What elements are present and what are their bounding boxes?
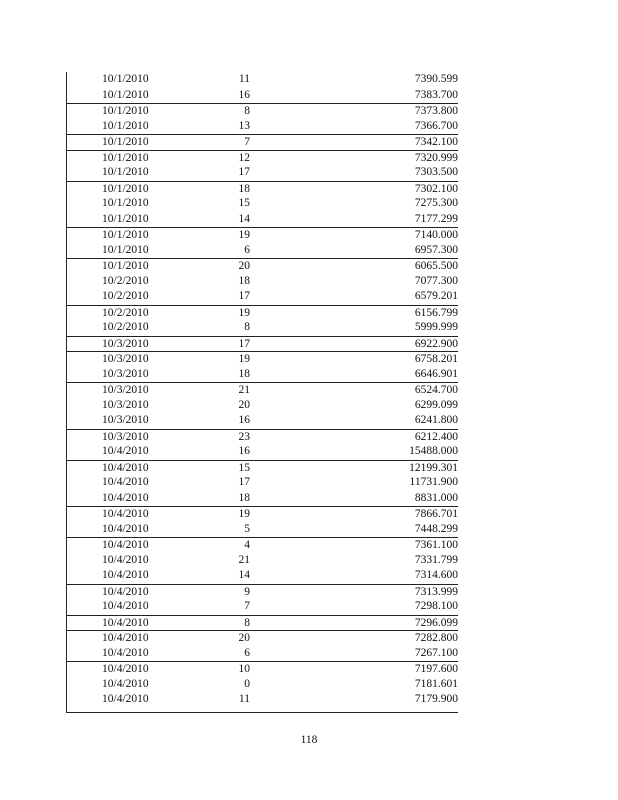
value-cell: 6922.900 [414, 337, 458, 350]
value-cell: 6957.300 [414, 243, 458, 256]
value-cell: 15488.000 [409, 445, 458, 457]
value-cell: 7373.800 [414, 105, 458, 117]
table-row [66, 103, 458, 119]
table-row [66, 398, 458, 414]
count-cell: 18 [238, 274, 250, 287]
count-cell: 0 [244, 677, 250, 690]
table-row [66, 382, 458, 398]
table-row [66, 134, 458, 150]
count-cell: 19 [238, 306, 250, 319]
date-cell: 10/1/2010 [102, 105, 149, 117]
value-cell: 7342.100 [414, 136, 458, 148]
value-cell: 7302.100 [414, 182, 458, 195]
value-cell: 7361.100 [414, 539, 458, 551]
date-cell: 10/4/2010 [102, 663, 149, 675]
value-cell: 7177.299 [414, 212, 458, 225]
table-row [66, 88, 458, 104]
value-cell: 7298.100 [414, 600, 458, 612]
count-cell: 8 [244, 321, 250, 333]
date-cell: 10/4/2010 [102, 522, 149, 535]
date-cell: 10/4/2010 [102, 476, 149, 488]
date-cell: 10/4/2010 [102, 616, 149, 629]
count-cell: 8 [244, 105, 250, 117]
value-cell: 7390.599 [414, 73, 458, 85]
value-cell: 6524.700 [414, 384, 458, 396]
date-cell: 10/1/2010 [102, 182, 149, 195]
count-cell: 20 [238, 260, 250, 272]
date-cell: 10/4/2010 [102, 461, 149, 474]
table-row [66, 522, 458, 538]
date-cell: 10/2/2010 [102, 306, 149, 319]
table-row [66, 615, 458, 631]
value-cell: 7282.800 [414, 632, 458, 644]
date-cell: 10/4/2010 [102, 632, 149, 644]
value-cell: 12199.301 [409, 461, 458, 474]
count-cell: 10 [238, 663, 250, 675]
table-row [66, 630, 458, 646]
table-row [66, 72, 458, 88]
date-cell: 10/4/2010 [102, 553, 149, 566]
table-row [66, 367, 458, 383]
count-cell: 7 [244, 136, 250, 148]
table-row [66, 646, 458, 662]
date-cell: 10/2/2010 [102, 321, 149, 333]
date-cell: 10/4/2010 [102, 585, 149, 598]
count-cell: 21 [238, 553, 250, 566]
count-cell: 6 [244, 243, 250, 256]
count-cell: 8 [244, 616, 250, 629]
count-cell: 14 [238, 569, 250, 581]
table-row [66, 165, 458, 181]
value-cell: 7179.900 [414, 693, 458, 705]
count-cell: 17 [238, 166, 250, 178]
date-cell: 10/2/2010 [102, 290, 149, 302]
value-cell: 7077.300 [414, 274, 458, 287]
count-cell: 14 [238, 212, 250, 225]
table-row [66, 181, 458, 197]
table-row [66, 475, 458, 491]
value-cell: 5999.999 [414, 321, 458, 333]
table-row [66, 661, 458, 677]
date-cell: 10/1/2010 [102, 260, 149, 272]
value-cell: 7197.600 [414, 663, 458, 675]
value-cell: 6065.500 [414, 260, 458, 272]
table-row [66, 491, 458, 507]
count-cell: 15 [238, 197, 250, 209]
date-cell: 10/1/2010 [102, 136, 149, 148]
table-row [66, 227, 458, 243]
value-cell: 11731.900 [409, 476, 458, 488]
count-cell: 19 [238, 229, 250, 241]
count-cell: 9 [244, 585, 250, 598]
date-cell: 10/1/2010 [102, 88, 149, 101]
table-row [66, 444, 458, 460]
count-cell: 18 [238, 491, 250, 504]
count-cell: 5 [244, 522, 250, 535]
table-row [66, 692, 458, 708]
date-cell: 10/4/2010 [102, 600, 149, 612]
table-row [66, 243, 458, 259]
date-cell: 10/2/2010 [102, 274, 149, 287]
value-cell: 6212.400 [414, 430, 458, 443]
date-cell: 10/1/2010 [102, 119, 149, 132]
date-cell: 10/4/2010 [102, 646, 149, 659]
date-cell: 10/1/2010 [102, 243, 149, 256]
value-cell: 6646.901 [414, 367, 458, 380]
table-row [66, 196, 458, 212]
date-cell: 10/3/2010 [102, 398, 149, 411]
count-cell: 15 [238, 461, 250, 474]
table-row [66, 584, 458, 600]
count-cell: 17 [238, 290, 250, 302]
table-row [66, 568, 458, 584]
table-row [66, 506, 458, 522]
table-row [66, 537, 458, 553]
table-row [66, 119, 458, 135]
count-cell: 19 [238, 508, 250, 520]
table-bottom-border [66, 712, 458, 713]
count-cell: 16 [238, 445, 250, 457]
value-cell: 6758.201 [414, 353, 458, 365]
value-cell: 6579.201 [414, 290, 458, 302]
data-table [66, 72, 458, 712]
count-cell: 11 [238, 73, 250, 85]
count-cell: 7 [244, 600, 250, 612]
value-cell: 7140.000 [414, 229, 458, 241]
date-cell: 10/1/2010 [102, 151, 149, 164]
count-cell: 13 [238, 119, 250, 132]
table-row [66, 258, 458, 274]
date-cell: 10/4/2010 [102, 508, 149, 520]
date-cell: 10/4/2010 [102, 539, 149, 551]
table-row [66, 212, 458, 228]
table-row [66, 429, 458, 445]
table-row [66, 150, 458, 166]
date-cell: 10/3/2010 [102, 367, 149, 380]
count-cell: 11 [238, 693, 250, 705]
value-cell: 6299.099 [414, 398, 458, 411]
date-cell: 10/1/2010 [102, 229, 149, 241]
value-cell: 7296.099 [414, 616, 458, 629]
count-cell: 16 [238, 88, 250, 101]
date-cell: 10/3/2010 [102, 430, 149, 443]
date-cell: 10/1/2010 [102, 166, 149, 178]
table-row [66, 351, 458, 367]
count-cell: 17 [238, 337, 250, 350]
count-cell: 18 [238, 182, 250, 195]
date-cell: 10/3/2010 [102, 384, 149, 396]
count-cell: 17 [238, 476, 250, 488]
value-cell: 7313.999 [414, 585, 458, 598]
date-cell: 10/1/2010 [102, 73, 149, 85]
date-cell: 10/1/2010 [102, 212, 149, 225]
table-row [66, 320, 458, 336]
date-cell: 10/4/2010 [102, 445, 149, 457]
table-row [66, 289, 458, 305]
value-cell: 6156.799 [414, 306, 458, 319]
count-cell: 19 [238, 353, 250, 365]
date-cell: 10/4/2010 [102, 693, 149, 705]
value-cell: 7303.500 [414, 166, 458, 178]
count-cell: 23 [238, 430, 250, 443]
table-row [66, 460, 458, 476]
count-cell: 16 [238, 414, 250, 426]
table-row [66, 413, 458, 429]
page-number: 118 [300, 734, 318, 746]
value-cell: 7181.601 [414, 677, 458, 690]
value-cell: 7866.701 [414, 508, 458, 520]
value-cell: 7267.100 [414, 646, 458, 659]
value-cell: 7331.799 [414, 553, 458, 566]
date-cell: 10/4/2010 [102, 491, 149, 504]
value-cell: 7320.999 [414, 151, 458, 164]
table-row [66, 553, 458, 569]
count-cell: 4 [244, 539, 250, 551]
date-cell: 10/4/2010 [102, 569, 149, 581]
value-cell: 7383.700 [414, 88, 458, 101]
count-cell: 20 [238, 398, 250, 411]
date-cell: 10/3/2010 [102, 353, 149, 365]
date-cell: 10/4/2010 [102, 677, 149, 690]
count-cell: 12 [238, 151, 250, 164]
value-cell: 7314.600 [414, 569, 458, 581]
table-body [66, 72, 458, 708]
table-row [66, 677, 458, 693]
table-row [66, 305, 458, 321]
date-cell: 10/1/2010 [102, 197, 149, 209]
date-cell: 10/3/2010 [102, 414, 149, 426]
count-cell: 20 [238, 632, 250, 644]
date-cell: 10/3/2010 [102, 337, 149, 350]
table-row [66, 336, 458, 352]
table-row [66, 599, 458, 615]
table-row [66, 274, 458, 290]
count-cell: 6 [244, 646, 250, 659]
value-cell: 7366.700 [414, 119, 458, 132]
value-cell: 8831.000 [414, 491, 458, 504]
count-cell: 18 [238, 367, 250, 380]
count-cell: 21 [238, 384, 250, 396]
value-cell: 6241.800 [414, 414, 458, 426]
value-cell: 7275.300 [414, 197, 458, 209]
value-cell: 7448.299 [414, 522, 458, 535]
